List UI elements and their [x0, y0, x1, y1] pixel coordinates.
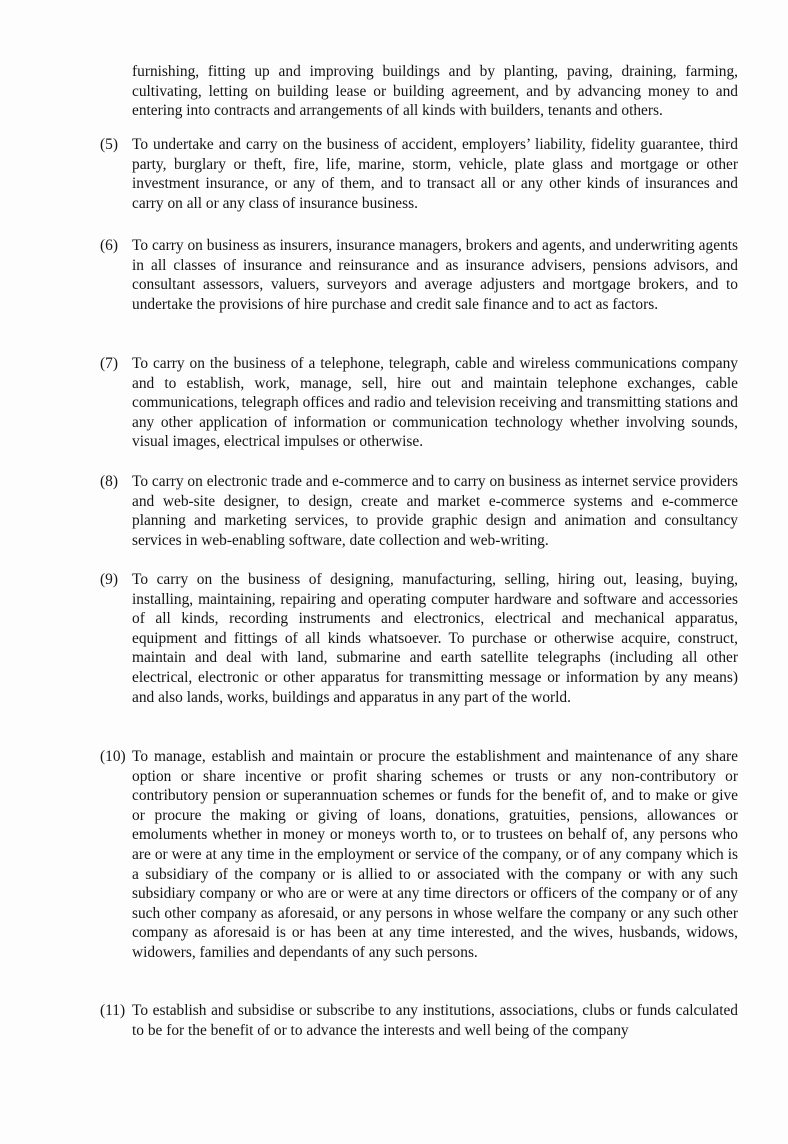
- continuation-paragraph: furnishing, fitting up and improving buildings and by planting, paving, draining, farming, cultivating, letting on building lease or building agreement, and by advancing money to and entering into contracts and arrangements of all kinds with builders, tenants and others.: [132, 63, 738, 120]
- clause-text: To carry on electronic trade and e-commerce and to carry on business as internet service providers and web-site designer, to design, create and market e-commerce systems and e-commerce planning and marketing services, to provide graphic design and animation and consultancy services in web-enabling software, date collection and web-writing.: [132, 473, 738, 549]
- clause-text: To undertake and carry on the business of accident, employers’ liability, fidelity guarantee, third party, burglary or theft, fire, life, marine, storm, vehicle, plate glass and mortgage or other investment insurance, or any of them, and to transact all or any other kinds of insurances and carry on all or any class of insurance business.: [132, 136, 738, 212]
- clause-number: (8): [100, 473, 118, 490]
- clause-number: (5): [100, 136, 118, 153]
- clause-text: To carry on business as insurers, insurance managers, brokers and agents, and underwriting agents in all classes of insurance and reinsurance and as insurance advisers, pensions advisors, and consultant assessors, valuers, surveyors and average adjusters and mortgage brokers, and to undertake the provisions of hire purchase and credit sale finance and to act as factors.: [132, 237, 738, 313]
- clause-number: (9): [100, 571, 118, 588]
- clause-number: (10): [100, 748, 126, 765]
- clause-text: To establish and subsidise or subscribe to any institutions, associations, clubs or funds calculated to be for the benefit of or to advance the interests and well being of the company: [132, 1002, 738, 1039]
- clause-number: (11): [100, 1002, 126, 1019]
- clause-number: (7): [100, 355, 118, 372]
- clause-text: To carry on the business of a telephone, telegraph, cable and wireless communications company and to establish, work, manage, sell, hire out and maintain telephone exchanges, cable communications, telegraph offices and radio and television receiving and transmitting stations and any other application of information or communication technology whether involving sounds, visual images, electrical impulses or otherwise.: [132, 355, 738, 451]
- clause-text: To manage, establish and maintain or procure the establishment and maintenance of any share option or share incentive or profit sharing schemes or trusts or any non-contributory or contributory pension or superannuation schemes or funds for the benefit of, and to make or give or procure the making or giving of loans, donations, gratuities, pensions, allowances or emoluments whether in money or moneys worth to, or to trustees on behalf of, any persons who are or were at any time in the employment or service of the company, or of any company which is a subsidiary of the company or is allied to or associated with the company or with any such subsidiary company or who are or were at any time directors or officers of the company or of any such other company as aforesaid, or any persons in whose welfare the company or any such other company as aforesaid is or has been at any time interested, and the wives, husbands, widows, widowers, families and dependants of any such persons.: [132, 748, 738, 961]
- clause-text: To carry on the business of designing, manufacturing, selling, hiring out, leasing, buying, installing, maintaining, repairing and operating computer hardware and software and accessories of all kinds, recording instruments and electronics, electrical and mechanical apparatus, equipment and fittings of all kinds whatsoever. To purchase or otherwise acquire, construct, maintain and deal with land, submarine and earth satellite telegraphs (including all other electrical, electronic or other apparatus for transmitting message or information by any means) and also lands, works, buildings and apparatus in any part of the world.: [132, 571, 738, 706]
- clause-number: (6): [100, 237, 118, 254]
